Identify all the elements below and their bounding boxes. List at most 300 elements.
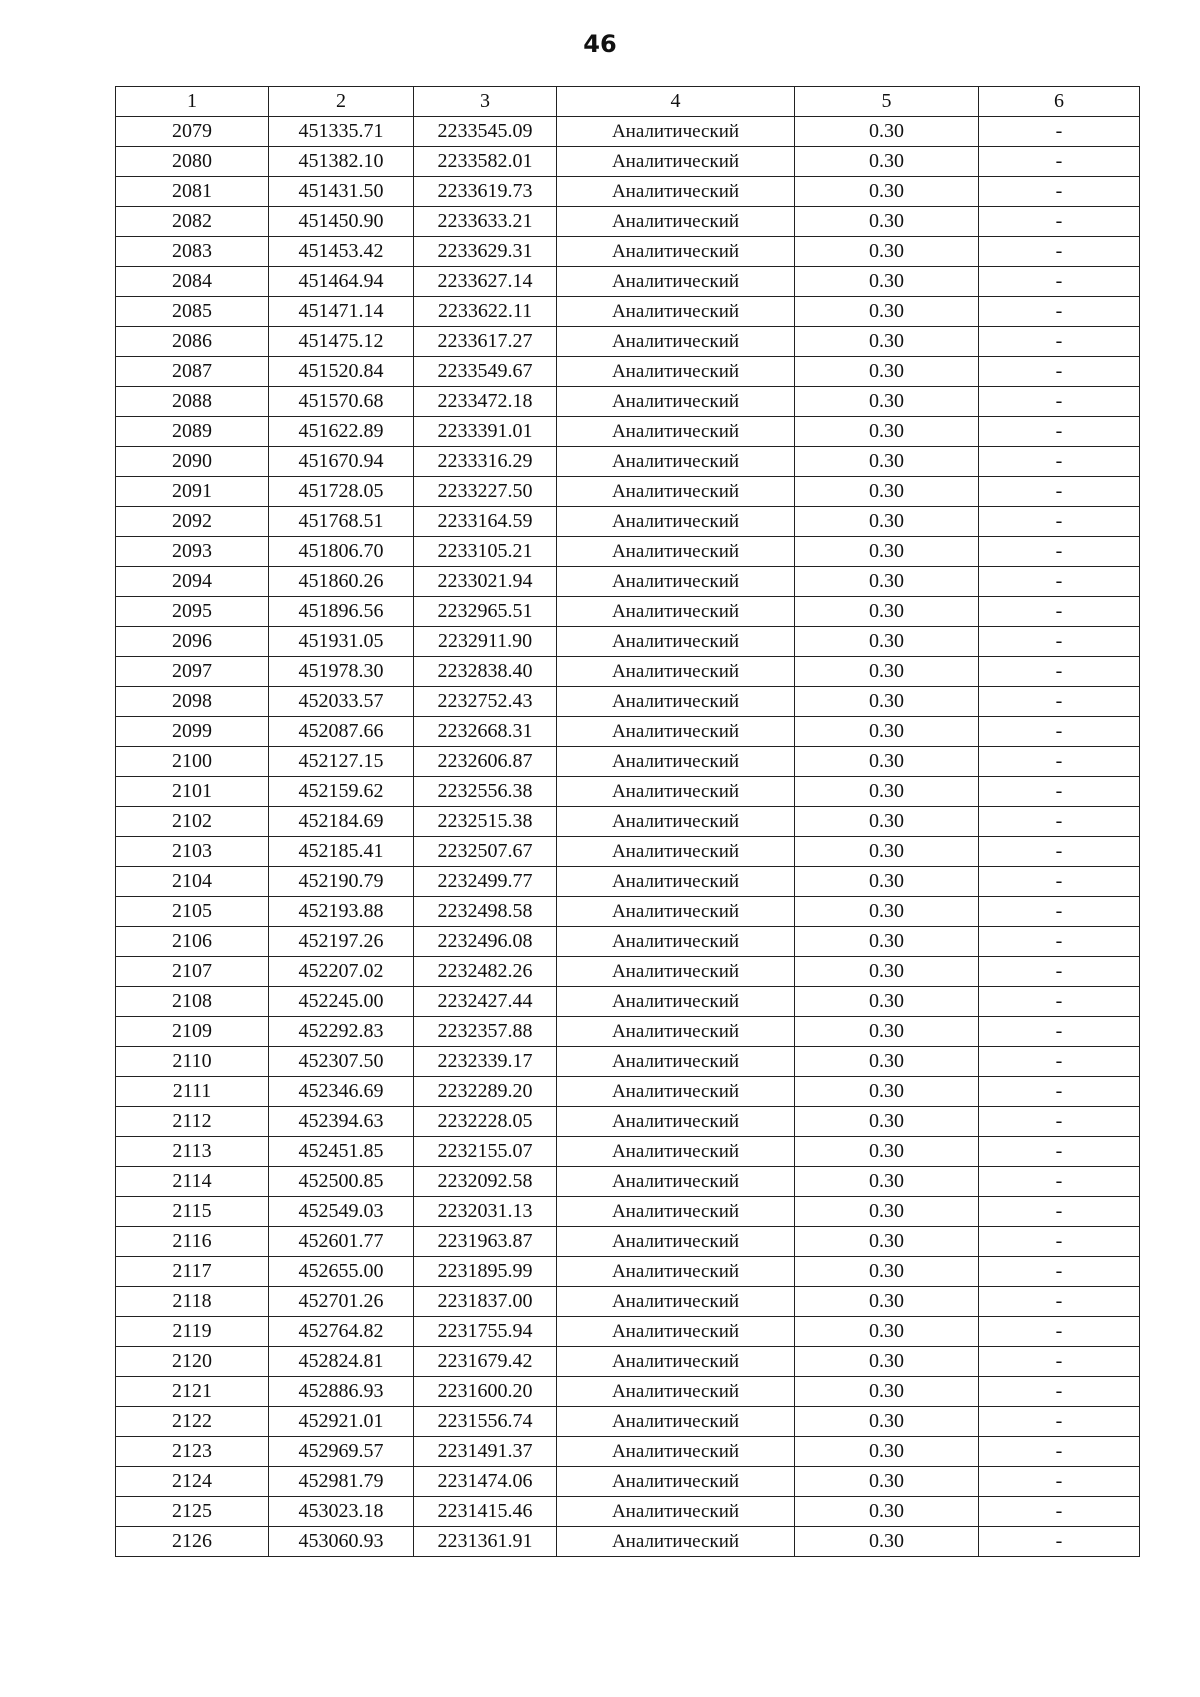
point-number-cell: 2111 <box>116 1077 269 1107</box>
note-cell: - <box>979 627 1140 657</box>
column-header-3: 3 <box>414 87 557 117</box>
y-coordinate-cell: 2233227.50 <box>414 477 557 507</box>
point-number-cell: 2090 <box>116 447 269 477</box>
note-cell: - <box>979 1407 1140 1437</box>
header-row <box>116 87 1140 117</box>
y-coordinate-cell: 2233545.09 <box>414 117 557 147</box>
table-row <box>116 477 1140 507</box>
x-coordinate-cell: 452969.57 <box>269 1437 414 1467</box>
method-cell: Аналитический <box>557 747 795 777</box>
y-coordinate-cell: 2233622.11 <box>414 297 557 327</box>
method-cell: Аналитический <box>557 867 795 897</box>
table-row <box>116 1257 1140 1287</box>
accuracy-cell: 0.30 <box>795 297 979 327</box>
method-cell: Аналитический <box>557 447 795 477</box>
column-header-6: 6 <box>979 87 1140 117</box>
point-number-cell: 2122 <box>116 1407 269 1437</box>
x-coordinate-cell: 452184.69 <box>269 807 414 837</box>
note-cell: - <box>979 1047 1140 1077</box>
point-number-cell: 2082 <box>116 207 269 237</box>
method-cell: Аналитический <box>557 1107 795 1137</box>
x-coordinate-cell: 452127.15 <box>269 747 414 777</box>
accuracy-cell: 0.30 <box>795 807 979 837</box>
accuracy-cell: 0.30 <box>795 1287 979 1317</box>
method-cell: Аналитический <box>557 357 795 387</box>
method-cell: Аналитический <box>557 1137 795 1167</box>
table-row <box>116 777 1140 807</box>
note-cell: - <box>979 447 1140 477</box>
y-coordinate-cell: 2232911.90 <box>414 627 557 657</box>
x-coordinate-cell: 452159.62 <box>269 777 414 807</box>
note-cell: - <box>979 1377 1140 1407</box>
y-coordinate-cell: 2233472.18 <box>414 387 557 417</box>
note-cell: - <box>979 1437 1140 1467</box>
point-number-cell: 2096 <box>116 627 269 657</box>
note-cell: - <box>979 327 1140 357</box>
y-coordinate-cell: 2232092.58 <box>414 1167 557 1197</box>
method-cell: Аналитический <box>557 417 795 447</box>
y-coordinate-cell: 2232838.40 <box>414 657 557 687</box>
note-cell: - <box>979 417 1140 447</box>
table-row <box>116 297 1140 327</box>
point-number-cell: 2088 <box>116 387 269 417</box>
point-number-cell: 2100 <box>116 747 269 777</box>
y-coordinate-cell: 2232339.17 <box>414 1047 557 1077</box>
point-number-cell: 2115 <box>116 1197 269 1227</box>
method-cell: Аналитический <box>557 657 795 687</box>
column-header-1: 1 <box>116 87 269 117</box>
accuracy-cell: 0.30 <box>795 1167 979 1197</box>
method-cell: Аналитический <box>557 237 795 267</box>
y-coordinate-cell: 2232482.26 <box>414 957 557 987</box>
note-cell: - <box>979 807 1140 837</box>
y-coordinate-cell: 2232515.38 <box>414 807 557 837</box>
accuracy-cell: 0.30 <box>795 957 979 987</box>
point-number-cell: 2118 <box>116 1287 269 1317</box>
accuracy-cell: 0.30 <box>795 477 979 507</box>
method-cell: Аналитический <box>557 297 795 327</box>
table-row <box>116 1407 1140 1437</box>
point-number-cell: 2085 <box>116 297 269 327</box>
table-row <box>116 897 1140 927</box>
point-number-cell: 2107 <box>116 957 269 987</box>
method-cell: Аналитический <box>557 1377 795 1407</box>
note-cell: - <box>979 387 1140 417</box>
method-cell: Аналитический <box>557 1527 795 1557</box>
table-row <box>116 1197 1140 1227</box>
method-cell: Аналитический <box>557 117 795 147</box>
x-coordinate-cell: 451931.05 <box>269 627 414 657</box>
method-cell: Аналитический <box>557 1407 795 1437</box>
y-coordinate-cell: 2233617.27 <box>414 327 557 357</box>
y-coordinate-cell: 2232498.58 <box>414 897 557 927</box>
x-coordinate-cell: 451431.50 <box>269 177 414 207</box>
x-coordinate-cell: 451622.89 <box>269 417 414 447</box>
method-cell: Аналитический <box>557 1017 795 1047</box>
note-cell: - <box>979 1317 1140 1347</box>
note-cell: - <box>979 1227 1140 1257</box>
x-coordinate-cell: 451860.26 <box>269 567 414 597</box>
method-cell: Аналитический <box>557 1317 795 1347</box>
x-coordinate-cell: 452394.63 <box>269 1107 414 1137</box>
y-coordinate-cell: 2231415.46 <box>414 1497 557 1527</box>
y-coordinate-cell: 2231600.20 <box>414 1377 557 1407</box>
point-number-cell: 2105 <box>116 897 269 927</box>
table-row <box>116 1137 1140 1167</box>
x-coordinate-cell: 453060.93 <box>269 1527 414 1557</box>
accuracy-cell: 0.30 <box>795 387 979 417</box>
point-number-cell: 2080 <box>116 147 269 177</box>
note-cell: - <box>979 747 1140 777</box>
accuracy-cell: 0.30 <box>795 177 979 207</box>
accuracy-cell: 0.30 <box>795 1347 979 1377</box>
accuracy-cell: 0.30 <box>795 837 979 867</box>
column-header-4: 4 <box>557 87 795 117</box>
accuracy-cell: 0.30 <box>795 1047 979 1077</box>
table-row <box>116 507 1140 537</box>
note-cell: - <box>979 1197 1140 1227</box>
column-header-2: 2 <box>269 87 414 117</box>
x-coordinate-cell: 452549.03 <box>269 1197 414 1227</box>
page-number: 46 <box>583 30 617 58</box>
point-number-cell: 2095 <box>116 597 269 627</box>
method-cell: Аналитический <box>557 717 795 747</box>
point-number-cell: 2113 <box>116 1137 269 1167</box>
y-coordinate-cell: 2231837.00 <box>414 1287 557 1317</box>
point-number-cell: 2103 <box>116 837 269 867</box>
x-coordinate-cell: 452245.00 <box>269 987 414 1017</box>
table-row <box>116 1437 1140 1467</box>
accuracy-cell: 0.30 <box>795 897 979 927</box>
method-cell: Аналитический <box>557 1257 795 1287</box>
table-row <box>116 597 1140 627</box>
x-coordinate-cell: 451464.94 <box>269 267 414 297</box>
x-coordinate-cell: 451728.05 <box>269 477 414 507</box>
column-header-5: 5 <box>795 87 979 117</box>
x-coordinate-cell: 451382.10 <box>269 147 414 177</box>
note-cell: - <box>979 927 1140 957</box>
table-row <box>116 657 1140 687</box>
x-coordinate-cell: 452087.66 <box>269 717 414 747</box>
note-cell: - <box>979 117 1140 147</box>
x-coordinate-cell: 451520.84 <box>269 357 414 387</box>
accuracy-cell: 0.30 <box>795 417 979 447</box>
accuracy-cell: 0.30 <box>795 717 979 747</box>
accuracy-cell: 0.30 <box>795 1467 979 1497</box>
accuracy-cell: 0.30 <box>795 1317 979 1347</box>
y-coordinate-cell: 2231755.94 <box>414 1317 557 1347</box>
x-coordinate-cell: 452292.83 <box>269 1017 414 1047</box>
method-cell: Аналитический <box>557 267 795 297</box>
accuracy-cell: 0.30 <box>795 1077 979 1107</box>
y-coordinate-cell: 2232357.88 <box>414 1017 557 1047</box>
note-cell: - <box>979 1017 1140 1047</box>
accuracy-cell: 0.30 <box>795 1137 979 1167</box>
note-cell: - <box>979 1077 1140 1107</box>
point-number-cell: 2110 <box>116 1047 269 1077</box>
note-cell: - <box>979 957 1140 987</box>
y-coordinate-cell: 2232507.67 <box>414 837 557 867</box>
table-row <box>116 147 1140 177</box>
point-number-cell: 2124 <box>116 1467 269 1497</box>
table-row <box>116 837 1140 867</box>
point-number-cell: 2126 <box>116 1527 269 1557</box>
method-cell: Аналитический <box>557 1077 795 1107</box>
method-cell: Аналитический <box>557 897 795 927</box>
note-cell: - <box>979 147 1140 177</box>
accuracy-cell: 0.30 <box>795 537 979 567</box>
table-row <box>116 387 1140 417</box>
method-cell: Аналитический <box>557 1497 795 1527</box>
method-cell: Аналитический <box>557 627 795 657</box>
method-cell: Аналитический <box>557 387 795 417</box>
point-number-cell: 2117 <box>116 1257 269 1287</box>
point-number-cell: 2093 <box>116 537 269 567</box>
table-row <box>116 357 1140 387</box>
point-number-cell: 2092 <box>116 507 269 537</box>
note-cell: - <box>979 267 1140 297</box>
note-cell: - <box>979 357 1140 387</box>
x-coordinate-cell: 451768.51 <box>269 507 414 537</box>
note-cell: - <box>979 1467 1140 1497</box>
method-cell: Аналитический <box>557 1287 795 1317</box>
method-cell: Аналитический <box>557 837 795 867</box>
y-coordinate-cell: 2233316.29 <box>414 447 557 477</box>
method-cell: Аналитический <box>557 1437 795 1467</box>
note-cell: - <box>979 1167 1140 1197</box>
method-cell: Аналитический <box>557 687 795 717</box>
x-coordinate-cell: 452921.01 <box>269 1407 414 1437</box>
table-row <box>116 1017 1140 1047</box>
accuracy-cell: 0.30 <box>795 1107 979 1137</box>
y-coordinate-cell: 2232427.44 <box>414 987 557 1017</box>
table-row <box>116 1377 1140 1407</box>
accuracy-cell: 0.30 <box>795 507 979 537</box>
y-coordinate-cell: 2232668.31 <box>414 717 557 747</box>
table-row <box>116 717 1140 747</box>
x-coordinate-cell: 452033.57 <box>269 687 414 717</box>
point-number-cell: 2109 <box>116 1017 269 1047</box>
x-coordinate-cell: 452197.26 <box>269 927 414 957</box>
note-cell: - <box>979 1527 1140 1557</box>
table-row <box>116 417 1140 447</box>
y-coordinate-cell: 2233629.31 <box>414 237 557 267</box>
method-cell: Аналитический <box>557 1167 795 1197</box>
note-cell: - <box>979 657 1140 687</box>
x-coordinate-cell: 452500.85 <box>269 1167 414 1197</box>
table-row <box>116 237 1140 267</box>
point-number-cell: 2087 <box>116 357 269 387</box>
table-row <box>116 987 1140 1017</box>
table-row <box>116 537 1140 567</box>
y-coordinate-cell: 2232499.77 <box>414 867 557 897</box>
note-cell: - <box>979 777 1140 807</box>
x-coordinate-cell: 452190.79 <box>269 867 414 897</box>
accuracy-cell: 0.30 <box>795 987 979 1017</box>
table-row <box>116 327 1140 357</box>
table-row <box>116 1497 1140 1527</box>
x-coordinate-cell: 452193.88 <box>269 897 414 927</box>
y-coordinate-cell: 2232965.51 <box>414 597 557 627</box>
table-row <box>116 1527 1140 1557</box>
x-coordinate-cell: 451670.94 <box>269 447 414 477</box>
point-number-cell: 2083 <box>116 237 269 267</box>
method-cell: Аналитический <box>557 177 795 207</box>
table-row <box>116 117 1140 147</box>
accuracy-cell: 0.30 <box>795 237 979 267</box>
y-coordinate-cell: 2231963.87 <box>414 1227 557 1257</box>
point-number-cell: 2089 <box>116 417 269 447</box>
accuracy-cell: 0.30 <box>795 327 979 357</box>
method-cell: Аналитический <box>557 567 795 597</box>
accuracy-cell: 0.30 <box>795 1497 979 1527</box>
x-coordinate-cell: 451450.90 <box>269 207 414 237</box>
method-cell: Аналитический <box>557 1047 795 1077</box>
note-cell: - <box>979 1137 1140 1167</box>
y-coordinate-cell: 2233633.21 <box>414 207 557 237</box>
point-number-cell: 2108 <box>116 987 269 1017</box>
table-row <box>116 1167 1140 1197</box>
table-row <box>116 867 1140 897</box>
x-coordinate-cell: 452701.26 <box>269 1287 414 1317</box>
note-cell: - <box>979 1257 1140 1287</box>
point-number-cell: 2121 <box>116 1377 269 1407</box>
y-coordinate-cell: 2233627.14 <box>414 267 557 297</box>
table-row <box>116 177 1140 207</box>
accuracy-cell: 0.30 <box>795 1437 979 1467</box>
method-cell: Аналитический <box>557 537 795 567</box>
accuracy-cell: 0.30 <box>795 357 979 387</box>
note-cell: - <box>979 297 1140 327</box>
method-cell: Аналитический <box>557 327 795 357</box>
x-coordinate-cell: 451471.14 <box>269 297 414 327</box>
point-number-cell: 2097 <box>116 657 269 687</box>
x-coordinate-cell: 452764.82 <box>269 1317 414 1347</box>
note-cell: - <box>979 1107 1140 1137</box>
x-coordinate-cell: 451570.68 <box>269 387 414 417</box>
table-row <box>116 1077 1140 1107</box>
note-cell: - <box>979 687 1140 717</box>
accuracy-cell: 0.30 <box>795 1407 979 1437</box>
point-number-cell: 2099 <box>116 717 269 747</box>
y-coordinate-cell: 2233164.59 <box>414 507 557 537</box>
method-cell: Аналитический <box>557 207 795 237</box>
y-coordinate-cell: 2232556.38 <box>414 777 557 807</box>
table-row <box>116 687 1140 717</box>
accuracy-cell: 0.30 <box>795 1377 979 1407</box>
note-cell: - <box>979 1347 1140 1377</box>
y-coordinate-cell: 2231679.42 <box>414 1347 557 1377</box>
y-coordinate-cell: 2233105.21 <box>414 537 557 567</box>
point-number-cell: 2079 <box>116 117 269 147</box>
accuracy-cell: 0.30 <box>795 927 979 957</box>
table-row <box>116 1107 1140 1137</box>
point-number-cell: 2119 <box>116 1317 269 1347</box>
point-number-cell: 2101 <box>116 777 269 807</box>
x-coordinate-cell: 451978.30 <box>269 657 414 687</box>
y-coordinate-cell: 2233021.94 <box>414 567 557 597</box>
point-number-cell: 2084 <box>116 267 269 297</box>
x-coordinate-cell: 452207.02 <box>269 957 414 987</box>
y-coordinate-cell: 2232289.20 <box>414 1077 557 1107</box>
note-cell: - <box>979 1497 1140 1527</box>
x-coordinate-cell: 451453.42 <box>269 237 414 267</box>
accuracy-cell: 0.30 <box>795 597 979 627</box>
coordinates-table <box>115 86 1140 1557</box>
y-coordinate-cell: 2231474.06 <box>414 1467 557 1497</box>
table-row <box>116 957 1140 987</box>
y-coordinate-cell: 2232155.07 <box>414 1137 557 1167</box>
point-number-cell: 2081 <box>116 177 269 207</box>
method-cell: Аналитический <box>557 147 795 177</box>
point-number-cell: 2125 <box>116 1497 269 1527</box>
accuracy-cell: 0.30 <box>795 687 979 717</box>
note-cell: - <box>979 237 1140 267</box>
table-row <box>116 1467 1140 1497</box>
point-number-cell: 2114 <box>116 1167 269 1197</box>
y-coordinate-cell: 2232031.13 <box>414 1197 557 1227</box>
table-row <box>116 1227 1140 1257</box>
note-cell: - <box>979 1287 1140 1317</box>
note-cell: - <box>979 207 1140 237</box>
point-number-cell: 2091 <box>116 477 269 507</box>
point-number-cell: 2098 <box>116 687 269 717</box>
table-row <box>116 267 1140 297</box>
method-cell: Аналитический <box>557 477 795 507</box>
method-cell: Аналитический <box>557 777 795 807</box>
accuracy-cell: 0.30 <box>795 267 979 297</box>
table-row <box>116 747 1140 777</box>
x-coordinate-cell: 452981.79 <box>269 1467 414 1497</box>
y-coordinate-cell: 2232496.08 <box>414 927 557 957</box>
x-coordinate-cell: 453023.18 <box>269 1497 414 1527</box>
point-number-cell: 2104 <box>116 867 269 897</box>
method-cell: Аналитический <box>557 957 795 987</box>
point-number-cell: 2116 <box>116 1227 269 1257</box>
note-cell: - <box>979 507 1140 537</box>
accuracy-cell: 0.30 <box>795 1527 979 1557</box>
y-coordinate-cell: 2233619.73 <box>414 177 557 207</box>
table-row <box>116 1287 1140 1317</box>
y-coordinate-cell: 2231361.91 <box>414 1527 557 1557</box>
table-row <box>116 627 1140 657</box>
accuracy-cell: 0.30 <box>795 207 979 237</box>
x-coordinate-cell: 451475.12 <box>269 327 414 357</box>
note-cell: - <box>979 477 1140 507</box>
table-row <box>116 807 1140 837</box>
accuracy-cell: 0.30 <box>795 1197 979 1227</box>
method-cell: Аналитический <box>557 1227 795 1257</box>
accuracy-cell: 0.30 <box>795 777 979 807</box>
x-coordinate-cell: 452307.50 <box>269 1047 414 1077</box>
accuracy-cell: 0.30 <box>795 1017 979 1047</box>
table-row <box>116 927 1140 957</box>
x-coordinate-cell: 452346.69 <box>269 1077 414 1107</box>
point-number-cell: 2112 <box>116 1107 269 1137</box>
accuracy-cell: 0.30 <box>795 117 979 147</box>
note-cell: - <box>979 597 1140 627</box>
accuracy-cell: 0.30 <box>795 147 979 177</box>
x-coordinate-cell: 451806.70 <box>269 537 414 567</box>
x-coordinate-cell: 452824.81 <box>269 1347 414 1377</box>
table-row <box>116 1317 1140 1347</box>
method-cell: Аналитический <box>557 1467 795 1497</box>
point-number-cell: 2120 <box>116 1347 269 1377</box>
y-coordinate-cell: 2233549.67 <box>414 357 557 387</box>
table-row <box>116 1347 1140 1377</box>
point-number-cell: 2094 <box>116 567 269 597</box>
accuracy-cell: 0.30 <box>795 747 979 777</box>
